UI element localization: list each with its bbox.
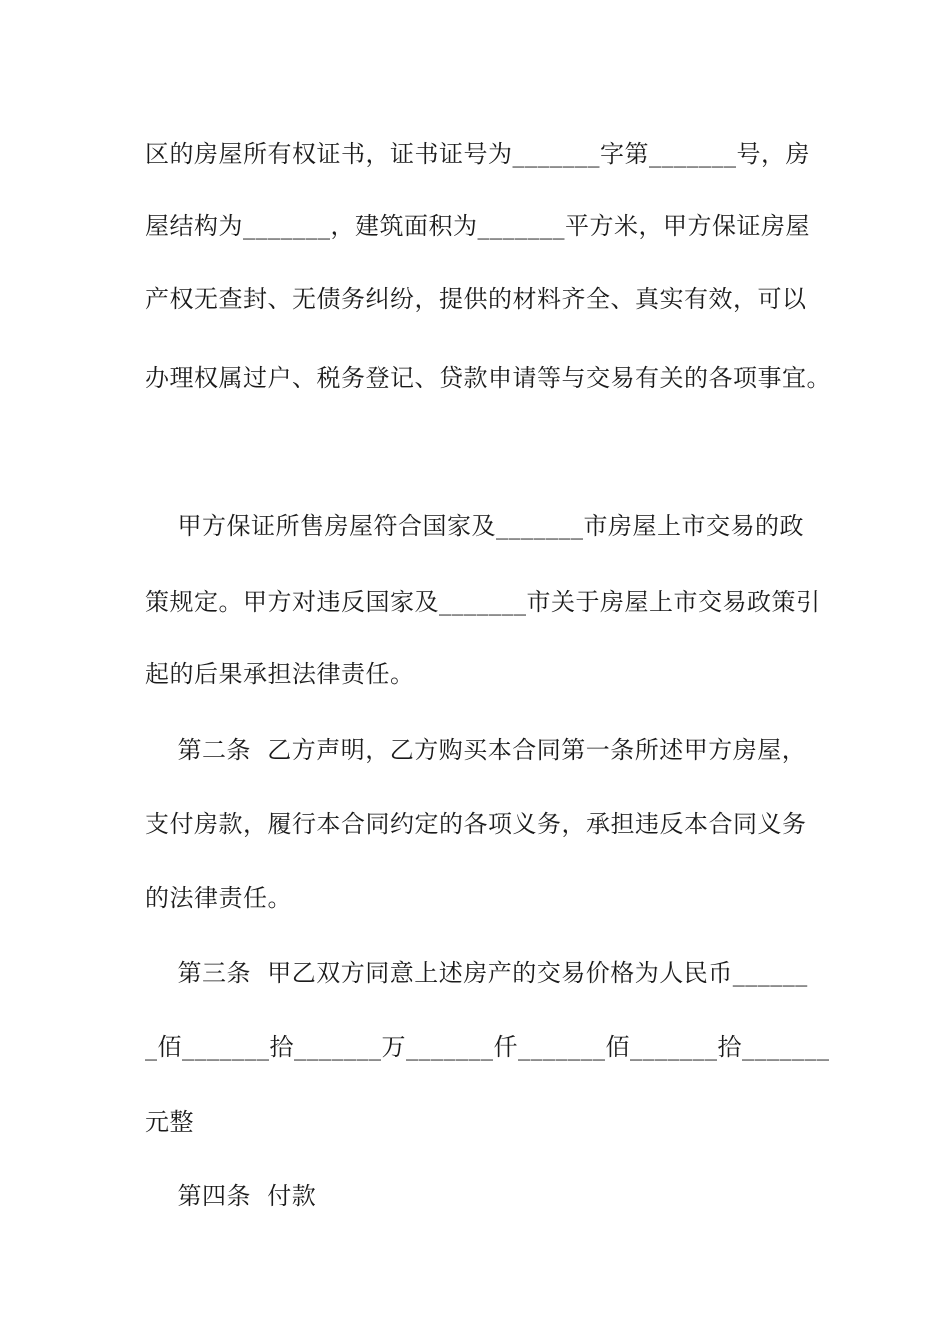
paragraph-line: 产权无查封、无债务纠纷，提供的材料齐全、真实有效，可以: [145, 285, 807, 313]
paragraph-line: 办理权属过户、税务登记、贷款申请等与交易有关的各项事宜。: [145, 364, 831, 392]
paragraph-line: _佰_______拾_______万_______仟_______佰_______拾_______: [145, 1033, 830, 1061]
paragraph-line: 支付房款，履行本合同约定的各项义务，承担违反本合同义务: [145, 810, 807, 838]
paragraph-line: 屋结构为_______，建筑面积为_______平方米，甲方保证房屋: [145, 212, 810, 240]
paragraph-line: 甲方保证所售房屋符合国家及_______市房屋上市交易的政: [145, 512, 805, 540]
paragraph-line: 区的房屋所有权证书，证书证号为_______字第_______号，房: [145, 140, 810, 168]
paragraph-line: 元整: [145, 1108, 194, 1136]
article-heading-line: 第三条 甲乙双方同意上述房产的交易价格为人民币______: [145, 959, 808, 987]
paragraph-line: 起的后果承担法律责任。: [145, 660, 415, 688]
article-heading-line: 第四条 付款: [145, 1182, 317, 1210]
paragraph-line: 策规定。甲方对违反国家及_______市关于房屋上市交易政策引: [145, 588, 821, 616]
article-heading-line: 第二条 乙方声明，乙方购买本合同第一条所述甲方房屋，: [145, 736, 807, 764]
paragraph-line: 的法律责任。: [145, 884, 292, 912]
